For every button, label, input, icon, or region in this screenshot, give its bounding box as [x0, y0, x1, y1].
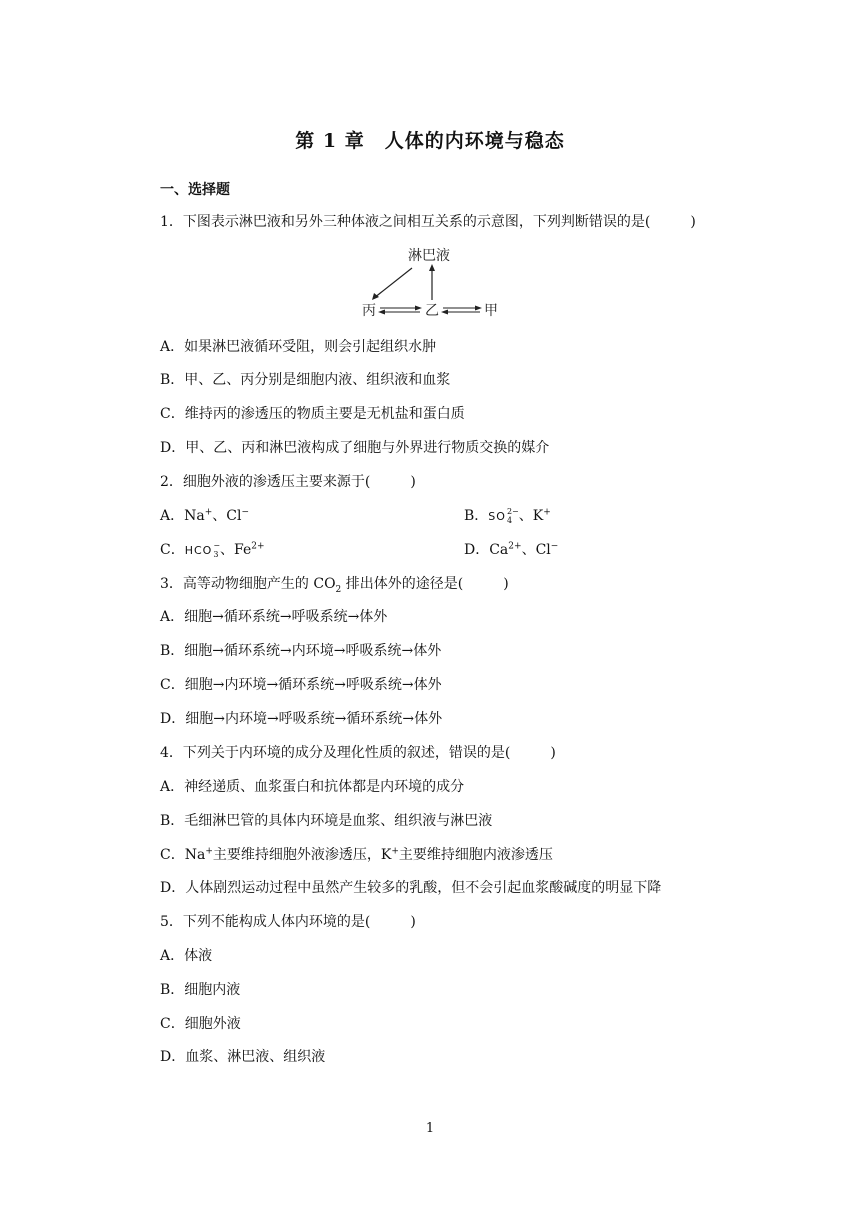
question-3-stem: 3．高等动物细胞产生的 $CO_2$ 排出体外的途径是( ) [160, 576, 509, 595]
diagram-label-bing: 丙 [362, 303, 376, 319]
diagram-label-lymph: 淋巴液 [408, 248, 450, 264]
q5-option-d: D．血浆、淋巴液、组织液 [160, 1049, 326, 1065]
q4-option-c: C．Na+主要维持细胞外液渗透压，K+主要维持细胞内液渗透压 [160, 846, 553, 863]
q2-option-c: C．HCO − 3 、$Fe^{2+}$ [160, 541, 265, 559]
q2-option-a: A．Na+、Cl− [160, 507, 250, 524]
q3-option-d: D．细胞→内环境→呼吸系统→循环系统→体外 [160, 711, 443, 727]
page-title: 第 1 章 人体的内环境与稳态 [295, 130, 565, 152]
question-1-stem: 1．下图表示淋巴液和另外三种体液之间相互关系的示意图，下列判断错误的是( ) [160, 214, 696, 230]
question-2-stem: 2．细胞外液的渗透压主要来源于( ) [160, 474, 416, 490]
page-number: 1 [425, 1121, 435, 1136]
q3-option-c: C．细胞→内环境→循环系统→呼吸系统→体外 [160, 677, 442, 693]
q4-option-a: A．神经递质、血浆蛋白和抗体都是内环境的成分 [160, 779, 465, 795]
arrowhead-lymph-to-bing [372, 293, 379, 300]
question-4-stem: 4．下列关于内环境的成分及理化性质的叙述，错误的是( ) [160, 745, 556, 761]
q1-option-b: B．甲、乙、丙分别是细胞内液、组织液和血浆 [160, 372, 451, 388]
q4-option-d: D．人体剧烈运动过程中虽然产生较多的乳酸，但不会引起血浆酸碱度的明显下降 [160, 880, 662, 896]
q1-option-a: A．如果淋巴液循环受阻，则会引起组织水肿 [160, 339, 437, 355]
q1-option-c: C．维持丙的渗透压的物质主要是无机盐和蛋白质 [160, 406, 465, 422]
q3-option-b: B．细胞→循环系统→内环境→呼吸系统→体外 [160, 643, 442, 659]
arrow-lymph-to-bing [374, 268, 412, 298]
diagram-label-jia: 甲 [484, 303, 498, 319]
body-fluid-diagram [350, 240, 510, 330]
diagram-label-yi: 乙 [425, 303, 439, 319]
section-heading: 一、选择题 [160, 182, 230, 198]
q5-option-c: C．细胞外液 [160, 1016, 241, 1032]
question-5-stem: 5．下列不能构成人体内环境的是( ) [160, 914, 416, 930]
q3-option-a: A．细胞→循环系统→呼吸系统→体外 [160, 609, 388, 625]
q5-option-a: A．体液 [160, 948, 213, 964]
arrowhead-yi-to-lymph [429, 264, 435, 271]
q2-option-d: D．$Ca^{2+}$、Cl− [464, 541, 559, 558]
q4-option-b: B．毛细淋巴管的具体内环境是血浆、组织液与淋巴液 [160, 813, 493, 829]
q1-option-d: D．甲、乙、丙和淋巴液构成了细胞与外界进行物质交换的媒介 [160, 440, 550, 456]
q2-option-b: B．SO 2− 4 、K+ [464, 507, 551, 525]
q5-option-b: B．细胞内液 [160, 982, 241, 998]
